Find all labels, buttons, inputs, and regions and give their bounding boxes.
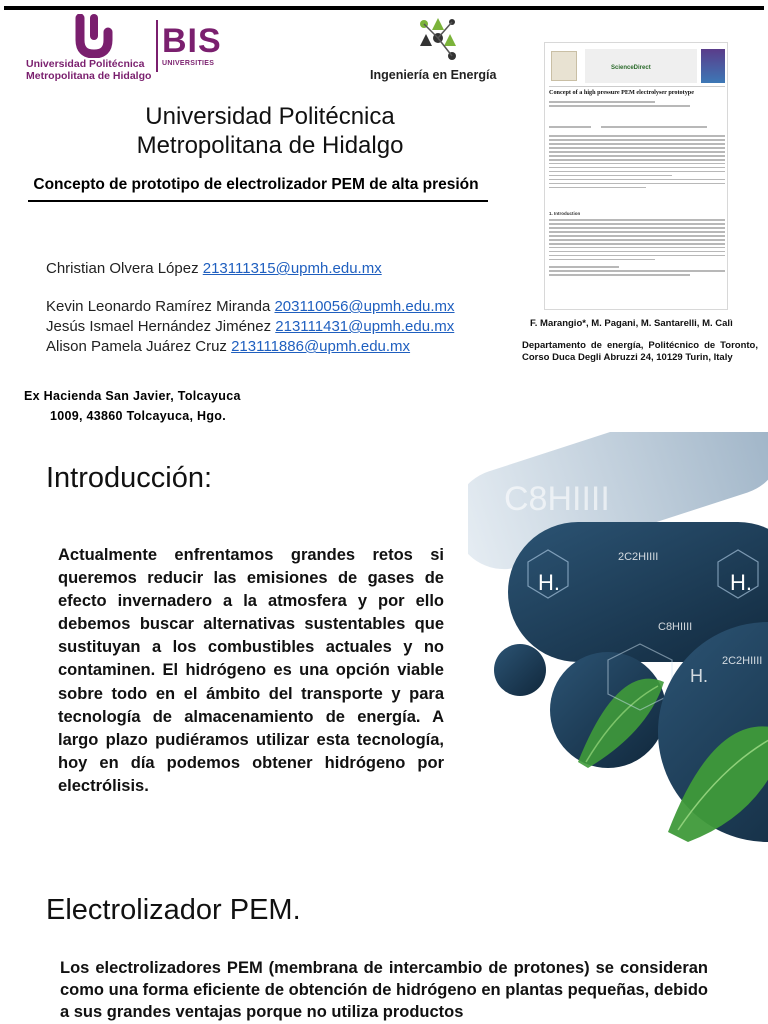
poster-title: Concepto de prototipo de electrolizador PEM de alta presión xyxy=(33,176,479,193)
pem-heading: Electrolizador PEM. xyxy=(46,894,301,926)
hydrogen-label: H. xyxy=(730,570,752,595)
upmh-emblem-icon xyxy=(66,14,122,58)
hydrogen-label: H. xyxy=(538,570,560,595)
elsevier-tree-icon xyxy=(551,51,577,81)
paper-body-lines xyxy=(549,219,725,278)
paper-intro-heading: 1. Introduction xyxy=(549,211,581,216)
author-row xyxy=(46,260,382,277)
author-name: Christian Olvera López xyxy=(46,260,199,277)
author-name: Kevin Leonardo Ramírez Miranda xyxy=(46,298,271,315)
bis-logo-text: BIS xyxy=(162,22,222,60)
formula-label: C8HIIII xyxy=(658,621,693,633)
author-row xyxy=(46,318,454,335)
reference-affiliation: Departamento de energía, Politécnico de Toronto, Corso Duca Degli Abruzzi 24, 10129 Turin, Italy xyxy=(522,340,758,363)
journal-cover-image xyxy=(701,49,725,83)
ingenieria-energia-label: Ingeniería en Energía xyxy=(370,68,497,82)
introduction-text: Actualmente enfrentamos grandes retos si queremos reducir las emisiones de gases de efecto invernadero a la atmosfera y por ello debemos buscar alternativas sustentables que sustituyan a los combustibles actuales y no contaminen. El hidrógeno es una opción viable sobre todo en el ámbito del transporte y para tecnología de almacenamiento de energía. A largo plazo pudiéramos utilizar esta tecnología, hoy en día podemos obtener hidrógeno por electrólisis. xyxy=(58,546,444,795)
paper-abstract-lines xyxy=(549,117,725,191)
author-name: Jesús Ismael Hernández Jiménez xyxy=(46,318,272,335)
author-row xyxy=(46,338,410,355)
small-bubble xyxy=(494,644,546,696)
paper-author-lines xyxy=(549,101,725,109)
energy-atom-icon xyxy=(414,14,462,62)
paper-header xyxy=(549,47,725,87)
logo-divider xyxy=(156,20,158,72)
hydrogen-bubbles-decoration xyxy=(468,432,768,872)
formula-label: C8HIIII xyxy=(504,480,610,518)
title-rule xyxy=(28,200,488,202)
university-title: Universidad Politécnica Metropolitana de Hidalgo xyxy=(136,103,404,159)
upmh-logo xyxy=(26,14,162,86)
upmh-logo-name: Universidad Politécnica Metropolitana de Hidalgo xyxy=(26,58,152,82)
reference-paper-thumbnail xyxy=(544,42,728,310)
formula-label: 2C2HIIII xyxy=(618,551,659,563)
hydrogen-label: H. xyxy=(690,666,708,686)
author-name: Alison Pamela Juárez Cruz xyxy=(46,338,227,355)
pem-text: Los electrolizadores PEM (membrana de intercambio de protones) se consideran como una forma eficiente de obtención de hidrógeno en plantas pequeñas, debido a sus grandes ventajas porque no utiliza productos xyxy=(60,959,708,1021)
formula-label: 2C2HIIII xyxy=(722,655,763,667)
author-email-link[interactable]: 213111431@upmh.edu.mx xyxy=(275,318,455,335)
top-rule xyxy=(4,6,764,10)
bis-logo-sub: UNIVERSITIES xyxy=(162,60,215,67)
author-row xyxy=(46,298,455,315)
paper-title: Concept of a high pressure PEM electrolyser prototype xyxy=(549,89,694,96)
sciencedirect-label: ScienceDirect xyxy=(611,65,651,71)
ingenieria-energia-logo xyxy=(366,14,511,86)
reference-authors: F. Marangio*, M. Pagani, M. Santarelli, M. Calì xyxy=(530,318,733,329)
author-email-link[interactable]: 213111315@upmh.edu.mx xyxy=(202,260,382,277)
author-email-link[interactable]: 203110056@upmh.edu.mx xyxy=(274,298,455,315)
bis-logo xyxy=(162,24,226,76)
introduction-heading: Introducción: xyxy=(46,462,213,494)
author-email-link[interactable]: 213111886@upmh.edu.mx xyxy=(231,338,411,355)
address: Ex Hacienda San Javier, Tolcayuca 1009, 43860 Tolcayuca, Hgo. xyxy=(24,389,241,423)
